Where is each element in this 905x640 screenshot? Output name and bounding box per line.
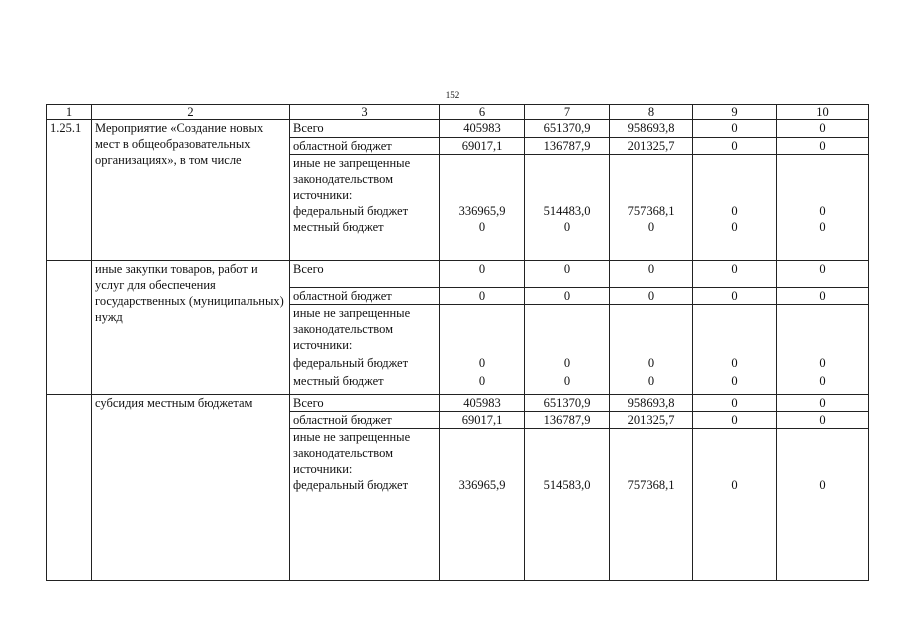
header-cell: 2 [92, 105, 290, 120]
value-stack [610, 155, 693, 261]
value-cell: 0 [731, 204, 738, 218]
value-cell: 0 [777, 120, 869, 138]
source-stack [290, 429, 440, 581]
source-stack [290, 155, 440, 261]
value-cell: 0 [478, 356, 486, 370]
value-stack [525, 429, 610, 581]
source-label: местный бюджет [293, 220, 384, 234]
source-label: областной бюджет [290, 412, 440, 429]
row-title: субсидия местным бюджетам [92, 395, 290, 581]
value-cell: 136787,9 [525, 412, 610, 429]
value-cell: 0 [819, 356, 826, 370]
value-cell: 757368,1 [627, 478, 675, 492]
value-cell: 0 [478, 374, 486, 388]
header-cell: 8 [610, 105, 693, 120]
row-vsego [47, 120, 869, 138]
value-cell: 0 [693, 412, 777, 429]
value-cell: 405983 [440, 120, 525, 138]
value-stack [610, 429, 693, 581]
value-cell: 69017,1 [440, 138, 525, 155]
value-cell: 0 [819, 374, 826, 388]
row-code: 1.25.1 [47, 120, 92, 261]
value-cell: 0 [478, 220, 486, 234]
value-cell: 0 [693, 395, 777, 412]
value-cell: 651370,9 [525, 395, 610, 412]
value-cell: 0 [731, 374, 738, 388]
value-cell: 0 [777, 261, 869, 288]
row-vsego [47, 395, 869, 412]
value-cell: 201325,7 [610, 138, 693, 155]
source-label: Всего [290, 261, 440, 288]
source-stack [290, 305, 440, 395]
value-stack [693, 429, 777, 581]
source-label: Всего [290, 120, 440, 138]
header-cell: 9 [693, 105, 777, 120]
value-cell: 0 [647, 374, 655, 388]
source-label: федеральный бюджет [293, 478, 409, 492]
value-cell: 0 [610, 288, 693, 305]
source-label: федеральный бюджет [293, 356, 409, 370]
source-label: областной бюджет [290, 288, 440, 305]
value-cell: 0 [777, 395, 869, 412]
value-stack [525, 305, 610, 395]
value-cell: 0 [563, 220, 571, 234]
value-cell: 0 [647, 356, 655, 370]
value-cell: 0 [731, 478, 738, 492]
value-cell: 0 [525, 288, 610, 305]
budget-table [46, 104, 869, 581]
row-vsego [47, 261, 869, 288]
value-cell: 0 [693, 138, 777, 155]
source-label: областной бюджет [290, 138, 440, 155]
value-cell: 0 [693, 288, 777, 305]
value-cell: 0 [693, 120, 777, 138]
value-cell: 0 [440, 261, 525, 288]
value-cell: 0 [819, 204, 826, 218]
source-label: Всего [290, 395, 440, 412]
row-title: Мероприятие «Создание новых мест в общеобразовательных организациях», в том числе [92, 120, 290, 261]
header-cell: 6 [440, 105, 525, 120]
header-cell: 10 [777, 105, 869, 120]
value-cell: 0 [819, 478, 826, 492]
value-cell: 0 [777, 412, 869, 429]
value-cell: 69017,1 [440, 412, 525, 429]
source-label: федеральный бюджет [293, 204, 409, 218]
value-stack [777, 305, 869, 395]
source-label: иные не запрещенные законодательством источники: [293, 430, 411, 476]
value-cell: 201325,7 [610, 412, 693, 429]
header-cell: 1 [47, 105, 92, 120]
value-cell: 0 [610, 261, 693, 288]
value-cell: 136787,9 [525, 138, 610, 155]
value-cell: 336965,9 [458, 204, 506, 218]
value-stack [440, 155, 525, 261]
value-stack [777, 155, 869, 261]
value-cell: 0 [731, 356, 738, 370]
value-stack [693, 155, 777, 261]
value-cell: 405983 [440, 395, 525, 412]
row-code [47, 261, 92, 395]
source-label: местный бюджет [293, 374, 384, 388]
value-cell: 0 [647, 220, 655, 234]
value-cell: 514483,0 [543, 204, 591, 218]
value-cell: 0 [731, 220, 738, 234]
value-stack [693, 305, 777, 395]
row-title: иные закупки товаров, работ и услуг для обеспечения государственных (муниципальных) нужд [92, 261, 290, 395]
header-row [47, 105, 869, 120]
value-cell: 0 [693, 261, 777, 288]
value-stack [440, 429, 525, 581]
source-label: иные не запрещенные законодательством источники: [293, 156, 411, 202]
value-cell: 651370,9 [525, 120, 610, 138]
value-cell: 336965,9 [458, 478, 506, 492]
row-code [47, 395, 92, 581]
page-number: 152 [445, 90, 460, 100]
value-cell: 0 [819, 220, 826, 234]
value-cell: 514583,0 [543, 478, 591, 492]
value-stack [777, 429, 869, 581]
value-cell: 958693,8 [610, 395, 693, 412]
value-cell: 0 [440, 288, 525, 305]
value-stack [525, 155, 610, 261]
header-cell: 3 [290, 105, 440, 120]
header-cell: 7 [525, 105, 610, 120]
value-cell: 757368,1 [627, 204, 675, 218]
value-stack [610, 305, 693, 395]
value-cell: 0 [525, 261, 610, 288]
value-stack [440, 305, 525, 395]
value-cell: 0 [563, 374, 571, 388]
value-cell: 958693,8 [610, 120, 693, 138]
source-label: иные не запрещенные законодательством источники: [293, 306, 411, 352]
value-cell: 0 [777, 138, 869, 155]
value-cell: 0 [777, 288, 869, 305]
value-cell: 0 [563, 356, 571, 370]
